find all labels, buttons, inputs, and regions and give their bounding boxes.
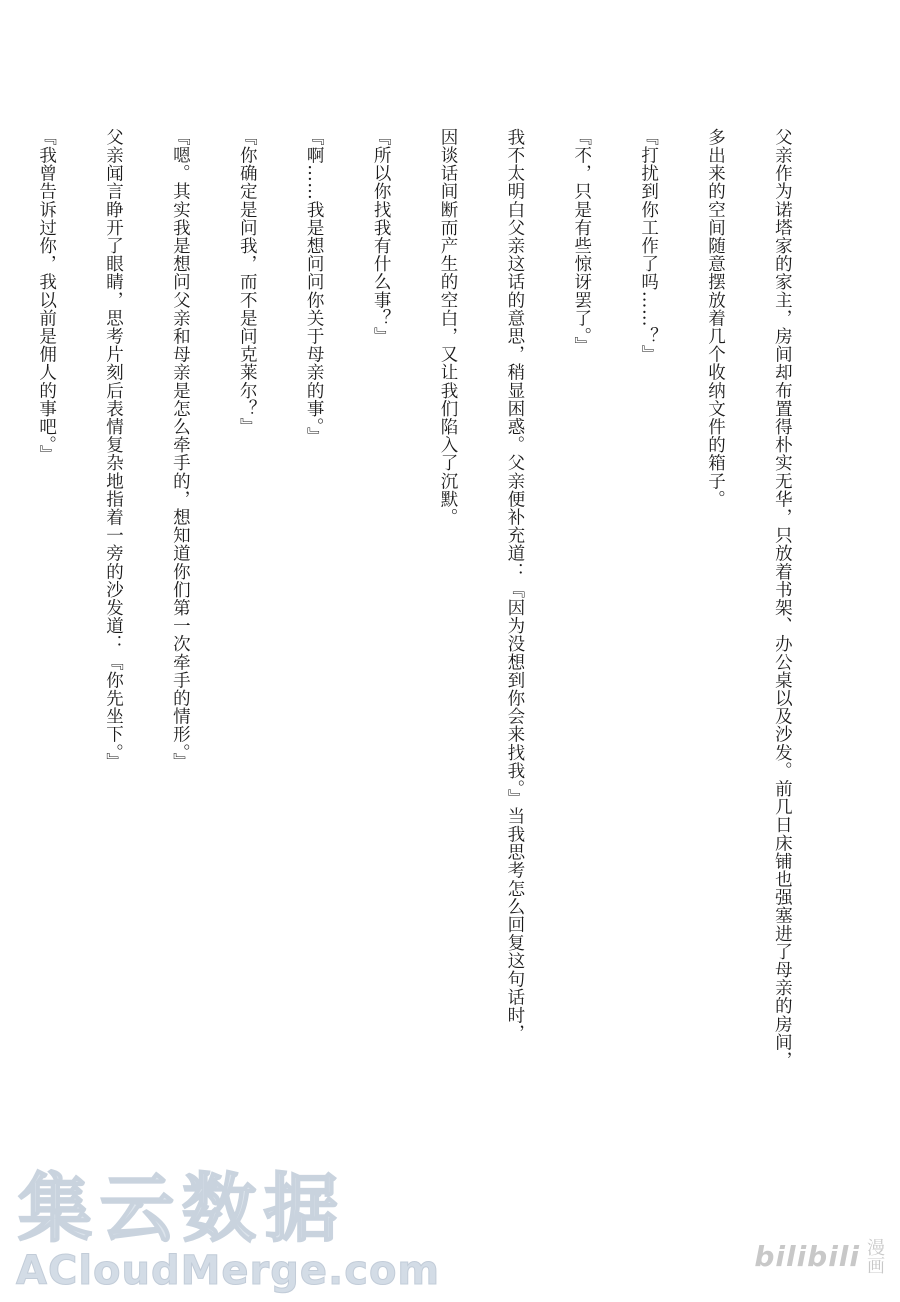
bilibili-logo-icon: bilibili [754,1239,860,1273]
text-line: 我不太明白父亲这话的意思，稍显困惑。父亲便补充道：『因为没想到你会来找我。』当我思考怎么回复这句话时， [504,128,525,1043]
text-line: 『你确定是问我，而不是问克莱尔？』 [237,128,258,436]
text-line: 『所以你找我有什么事？』 [371,128,392,346]
vertical-text-column-block [0,128,838,1258]
text-line: 『嗯。其实我是想问父亲和母亲是怎么牵手的，想知道你们第一次牵手的情形。』 [170,128,191,771]
text-line: 『我曾告诉过你，我以前是佣人的事吧。』 [36,128,57,464]
text-line: 『啊……我是想问问你关于母亲的事。』 [304,128,325,446]
text-line: 父亲闻言睁开了眼睛，思考片刻后表情复杂地指着一旁的沙发道：『你先坐下。』 [103,128,124,771]
text-line: 因谈话间断而产生的空白，又让我们陷入了沉默。 [437,128,458,527]
watermark [8,1150,441,1300]
text-line: 父亲作为诺塔家的家主，房间却布置得朴实无华，只放着书架、办公桌以及沙发。前几日床铺也强塞进了母亲的房间， [772,128,793,1070]
text-line: 『打扰到你工作了吗……？』 [638,128,659,364]
publisher-logo [754,1238,884,1274]
manga-label: 漫画 [864,1238,885,1274]
text-line: 多出来的空间随意摆放着几个收纳文件的箱子。 [705,128,726,509]
watermark-title: 集云数据 [18,1166,346,1252]
watermark-url: ACloudMerge.com [16,1248,441,1294]
text-line: 『不，只是有些惊讶罢了。』 [571,128,592,355]
